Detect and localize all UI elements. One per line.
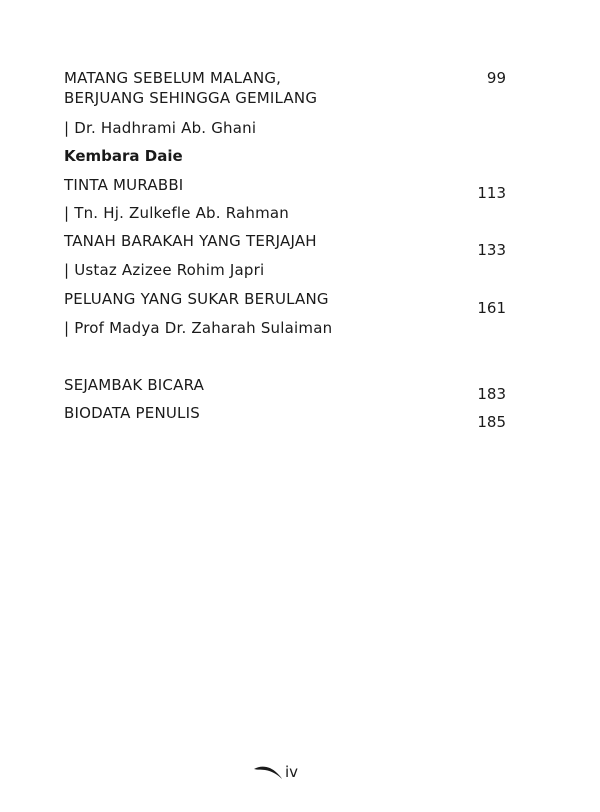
toc-entry-page: 133	[477, 241, 506, 259]
toc-entry-author: | Prof Madya Dr. Zaharah Sulaiman	[64, 319, 333, 337]
toc-entry-page: 99	[486, 69, 506, 87]
toc-entry-title: TINTA MURABBI	[64, 176, 184, 194]
toc-entry-title-line2: BERJUANG SEHINGGA GEMILANG	[64, 89, 318, 107]
page-number: iv	[285, 763, 299, 781]
toc-entry-title: SEJAMBAK BICARA	[64, 376, 205, 394]
toc-entry-title: PELUANG YANG SUKAR BERULANG	[64, 290, 329, 308]
toc-entry-page: 113	[477, 184, 506, 202]
toc-entry-page: 185	[477, 413, 506, 431]
toc-entry-author: | Tn. Hj. Zulkefle Ab. Rahman	[64, 204, 290, 222]
toc-entry-author: | Dr. Hadhrami Ab. Ghani	[64, 119, 257, 137]
toc-entry-title: TANAH BARAKAH YANG TERJAJAH	[64, 232, 317, 250]
toc-entry-page: 183	[477, 385, 506, 403]
toc-entry-title-line1: MATANG SEBELUM MALANG,	[64, 69, 282, 87]
toc-entry-author: | Ustaz Azizee Rohim Japri	[64, 261, 265, 279]
quill-icon	[253, 764, 283, 780]
toc-entry-page: 161	[477, 299, 506, 317]
toc-entry-title: BIODATA PENULIS	[64, 404, 200, 422]
toc-section-heading: Kembara Daie	[64, 147, 183, 165]
